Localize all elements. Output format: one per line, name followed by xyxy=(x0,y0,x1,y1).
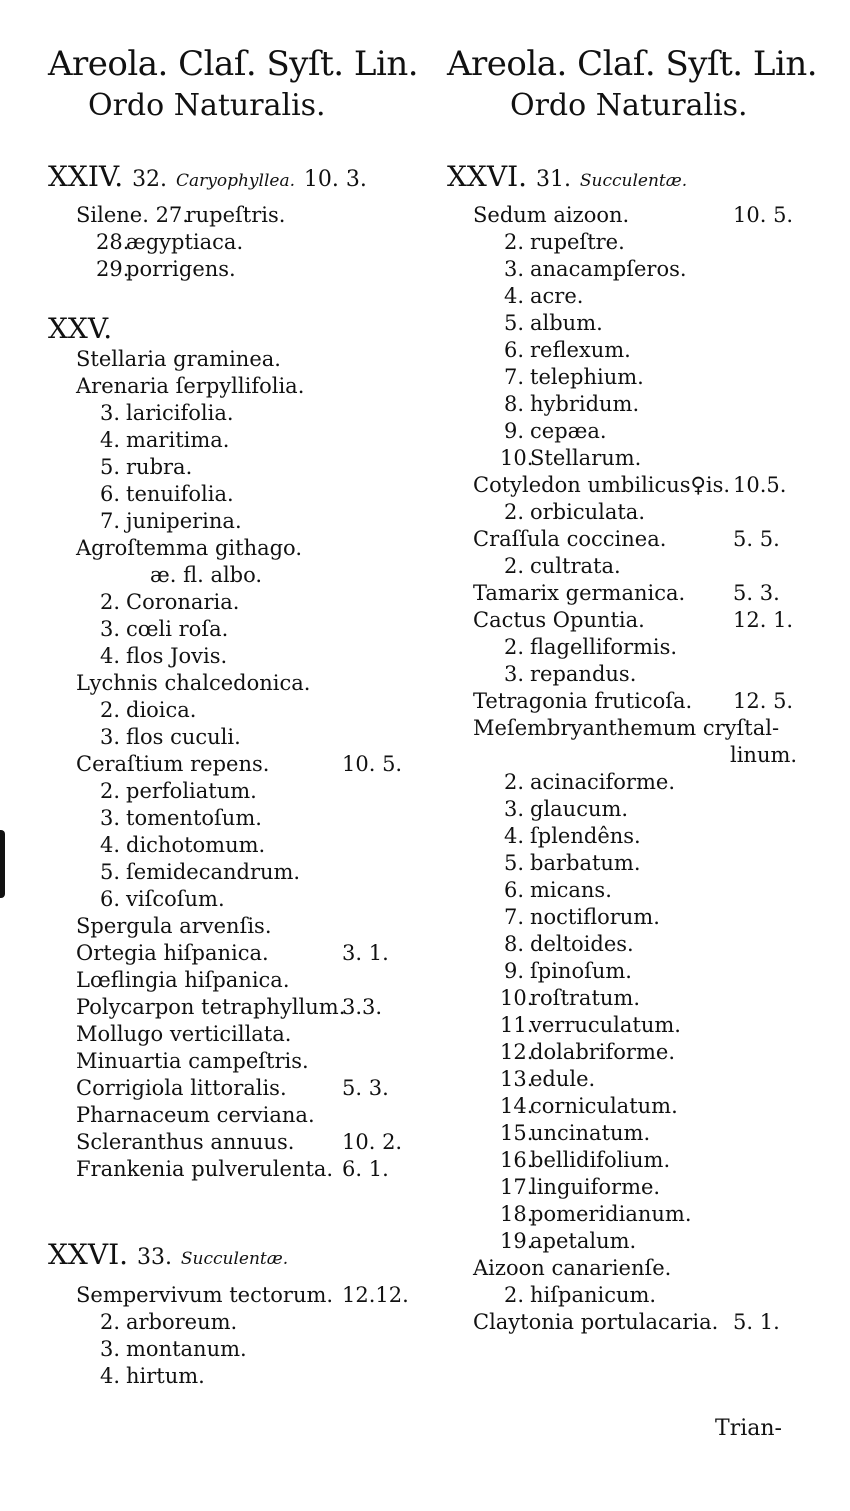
species-name: noctiflorum. xyxy=(530,905,660,929)
list-item xyxy=(76,1129,403,1156)
species-name: montanum. xyxy=(126,1337,247,1361)
species-name: repens. xyxy=(190,752,270,776)
species-number: 2. xyxy=(99,698,120,722)
species-number: 4. xyxy=(99,644,120,668)
species-name: canarienſe. xyxy=(551,1256,672,1280)
section-order-number: 31. xyxy=(535,167,571,192)
list-item xyxy=(500,364,644,391)
species-number: 3. xyxy=(503,797,524,821)
genus-name: Sempervivum xyxy=(76,1283,223,1307)
species-number: 5. xyxy=(503,851,524,875)
list-item xyxy=(500,499,645,526)
species-name: verticillata. xyxy=(169,1022,292,1046)
class-order-ref: 10.5. xyxy=(733,473,787,497)
list-item xyxy=(96,859,300,886)
species-number: 3. xyxy=(99,401,120,425)
list-item xyxy=(500,877,612,904)
species-number: 14. xyxy=(500,1094,534,1118)
species-number: 2. xyxy=(99,590,120,614)
class-order-ref: 5. 5. xyxy=(733,527,780,551)
list-item xyxy=(96,454,192,481)
species-number: 7. xyxy=(99,509,120,533)
species-number: 2. xyxy=(503,1283,524,1307)
species-number: 6. xyxy=(99,887,120,911)
species-number: 18. xyxy=(500,1202,534,1226)
species-name: perfoliatum. xyxy=(126,779,257,803)
species-name: deltoides. xyxy=(530,932,634,956)
list-item xyxy=(96,427,229,454)
species-name: littoralis. xyxy=(190,1076,287,1100)
list-item xyxy=(500,310,603,337)
genus-name: Arenaria xyxy=(76,374,169,398)
species-name: porrigens. xyxy=(126,257,236,281)
class-order-ref: 5. 3. xyxy=(342,1076,389,1100)
species-number: 3. xyxy=(99,725,120,749)
list-item xyxy=(76,1021,291,1048)
species-name: arvenſis. xyxy=(179,914,272,938)
species-name: hiſpanica. xyxy=(184,968,290,992)
species-name: bellidifolium. xyxy=(530,1148,671,1172)
genus-name: Aizoon xyxy=(473,1256,545,1280)
genus-name: Meſembryanthemum xyxy=(473,716,697,740)
species-number: 2. xyxy=(99,779,120,803)
genus-name: Mollugo xyxy=(76,1022,164,1046)
species-name: anacampſeros. xyxy=(530,257,687,281)
species-number: 5. xyxy=(99,455,120,479)
list-item xyxy=(500,418,607,445)
species-name: rubra. xyxy=(126,455,193,479)
list-item xyxy=(76,202,285,229)
species-name: arboreum. xyxy=(126,1310,238,1334)
species-number: 2. xyxy=(503,635,524,659)
section-roman-numeral: XXVI. xyxy=(447,160,528,193)
list-item xyxy=(96,229,243,256)
genus-name: Polycarpon xyxy=(76,995,195,1019)
species-number: 16. xyxy=(500,1148,534,1172)
list-item xyxy=(96,643,227,670)
list-item xyxy=(473,607,794,634)
list-item xyxy=(500,1039,675,1066)
species-number: 6. xyxy=(503,338,524,362)
genus-name: Cactus xyxy=(473,608,547,632)
species-name: flos cuculi. xyxy=(126,725,241,749)
species-name: ægyptiaca. xyxy=(126,230,244,254)
species-name: Coronaria. xyxy=(126,590,240,614)
species-name: ſplendêns. xyxy=(530,824,641,848)
list-item xyxy=(76,994,383,1021)
species-number: 4. xyxy=(99,1364,120,1388)
left-header-subtitle: Ordo Naturalis. xyxy=(88,88,326,123)
species-name: dichotomum. xyxy=(126,833,266,857)
list-item xyxy=(76,1156,389,1183)
species-name: rupeſtris. xyxy=(185,203,286,227)
list-item xyxy=(500,634,677,661)
list-item xyxy=(730,742,797,769)
species-name: hybridum. xyxy=(530,392,640,416)
species-number: 3. xyxy=(503,662,524,686)
genus-name: Cotyledon xyxy=(473,473,581,497)
species-name: fruticoſa. xyxy=(594,689,693,713)
species-number: 2. xyxy=(503,500,524,524)
species-name: juniperina. xyxy=(126,509,242,533)
class-order-ref: 10. 5. xyxy=(342,752,403,776)
species-number: 3. xyxy=(503,257,524,281)
list-item xyxy=(500,1147,670,1174)
species-name: tetraphyllum. xyxy=(201,995,346,1019)
list-item xyxy=(76,913,272,940)
genus-name: Craſſula xyxy=(473,527,560,551)
list-item xyxy=(500,1282,656,1309)
list-item xyxy=(76,1048,309,1075)
right-header-subtitle: Ordo Naturalis. xyxy=(510,88,748,123)
list-item xyxy=(76,1282,409,1309)
species-name: cultrata. xyxy=(530,554,621,578)
species-name: cryſtal- xyxy=(702,716,780,740)
species-number: 3. xyxy=(99,1337,120,1361)
list-item xyxy=(96,508,242,535)
species-name: portulacaria. xyxy=(580,1310,719,1334)
list-item xyxy=(76,1075,389,1102)
list-item xyxy=(96,589,239,616)
list-item xyxy=(96,724,241,751)
species-number: 2. xyxy=(503,230,524,254)
species-name: githago. xyxy=(214,536,303,560)
list-item xyxy=(500,256,687,283)
list-item xyxy=(500,796,628,823)
section-order-name: Succulentæ. xyxy=(180,1249,289,1269)
species-name: umbilicus♀is. xyxy=(587,473,731,497)
class-order-ref: 12.12. xyxy=(342,1283,409,1307)
species-name: uncinatum. xyxy=(530,1121,651,1145)
list-item xyxy=(500,553,621,580)
section-order-name: Caryophyllea. xyxy=(175,171,295,191)
list-item xyxy=(76,373,304,400)
species-name: ſerpyllifolia. xyxy=(175,374,305,398)
list-item xyxy=(76,967,290,994)
species-number: 15. xyxy=(500,1121,534,1145)
species-number: 17. xyxy=(500,1175,534,1199)
species-name: orbiculata. xyxy=(530,500,645,524)
section-heading xyxy=(48,160,367,193)
class-order-ref: 5. 3. xyxy=(733,581,780,605)
species-number: 7. xyxy=(503,905,524,929)
genus-name: Lychnis xyxy=(76,671,158,695)
list-item xyxy=(96,256,236,283)
species-name: cerviana. xyxy=(216,1103,315,1127)
genus-name: Tamarix xyxy=(473,581,559,605)
species-name: aizoon. xyxy=(553,203,630,227)
list-item xyxy=(96,886,225,913)
species-name: hiſpanica. xyxy=(163,941,269,965)
list-item xyxy=(96,616,228,643)
genus-name: Claytonia xyxy=(473,1310,575,1334)
species-number: 6. xyxy=(99,482,120,506)
species-name: viſcoſum. xyxy=(126,887,225,911)
species-name: corniculatum. xyxy=(530,1094,678,1118)
list-item xyxy=(473,688,794,715)
species-name: cepæa. xyxy=(530,419,607,443)
species-number: 4. xyxy=(503,284,524,308)
section-class-ref: 10. 3. xyxy=(303,167,367,192)
list-item xyxy=(473,1309,780,1336)
species-number: 10. xyxy=(500,446,534,470)
species-number: 7. xyxy=(503,365,524,389)
class-order-ref: 5. 1. xyxy=(733,1310,780,1334)
species-number: 4. xyxy=(99,428,120,452)
species-name: ſemidecandrum. xyxy=(126,860,301,884)
species-name: maritima. xyxy=(126,428,230,452)
list-item xyxy=(473,526,780,553)
section-heading xyxy=(48,312,112,345)
list-item xyxy=(500,1228,636,1255)
species-name: hirtum. xyxy=(126,1364,205,1388)
list-item xyxy=(500,1093,678,1120)
species-name: album. xyxy=(530,311,603,335)
species-name: linguiforme. xyxy=(530,1175,661,1199)
binding-edge-mark xyxy=(0,830,5,898)
class-order-ref: 12. 1. xyxy=(733,608,794,632)
section-roman-numeral: XXV. xyxy=(48,312,113,345)
class-order-ref: 10. 5. xyxy=(733,203,794,227)
list-item xyxy=(500,1066,595,1093)
list-item xyxy=(473,472,787,499)
species-name: Opuntia. xyxy=(552,608,645,632)
species-name: rupeſtre. xyxy=(530,230,625,254)
list-item xyxy=(96,805,262,832)
species-name: chalcedonica. xyxy=(164,671,311,695)
species-number: 3. xyxy=(99,806,120,830)
right-header-title: Areola. Claſ. Syſt. Lin. xyxy=(447,44,818,84)
species-number: 28. xyxy=(96,230,130,254)
list-item xyxy=(473,580,780,607)
genus-name: Spergula xyxy=(76,914,173,938)
list-item xyxy=(500,904,660,931)
list-item xyxy=(500,850,641,877)
species-number: 3. xyxy=(99,617,120,641)
species-number: 27. xyxy=(155,203,189,227)
genus-name: Stellaria xyxy=(76,347,167,371)
list-item xyxy=(500,1012,681,1039)
species-name: Stellarum. xyxy=(530,446,642,470)
species-name: acre. xyxy=(530,284,584,308)
species-name: roſtratum. xyxy=(530,986,641,1010)
genus-name: Tetragonia xyxy=(473,689,588,713)
species-number: 5. xyxy=(503,311,524,335)
species-name: reflexum. xyxy=(530,338,631,362)
species-number: 9. xyxy=(503,959,524,983)
species-name: tenuifolia. xyxy=(126,482,234,506)
list-item xyxy=(76,346,281,373)
list-item xyxy=(500,823,641,850)
species-number: 2. xyxy=(503,554,524,578)
left-header-title: Areola. Claſ. Syſt. Lin. xyxy=(48,44,419,84)
list-item xyxy=(500,769,675,796)
list-item xyxy=(96,778,257,805)
list-item xyxy=(500,958,632,985)
species-name: ſpinoſum. xyxy=(530,959,632,983)
list-item xyxy=(500,985,640,1012)
list-item xyxy=(76,535,302,562)
species-name: flagelliformis. xyxy=(530,635,678,659)
species-name: edule. xyxy=(530,1067,596,1091)
species-name: coccinea. xyxy=(566,527,667,551)
section-roman-numeral: XXVI. xyxy=(48,1238,129,1271)
list-item xyxy=(500,1174,660,1201)
species-number: 8. xyxy=(503,392,524,416)
species-name: hiſpanicum. xyxy=(530,1283,657,1307)
species-number: 2. xyxy=(503,770,524,794)
list-item xyxy=(473,202,794,229)
species-name: flos Jovis. xyxy=(126,644,228,668)
list-item xyxy=(473,1255,671,1282)
class-order-ref: 6. 1. xyxy=(342,1157,389,1181)
list-item xyxy=(76,1102,315,1129)
genus-name: Lœflingia xyxy=(76,968,178,992)
species-name: pulverulenta. xyxy=(191,1157,334,1181)
genus-name: Silene. xyxy=(76,203,149,227)
list-item xyxy=(96,832,265,859)
species-name: dioica. xyxy=(126,698,197,722)
list-item xyxy=(150,562,262,589)
list-item xyxy=(96,1363,205,1390)
species-name: germanica. xyxy=(565,581,686,605)
section-order-number: 32. xyxy=(132,167,168,192)
list-item xyxy=(473,715,779,742)
section-order-number: 33. xyxy=(136,1245,172,1270)
class-order-ref: 12. 5. xyxy=(733,689,794,713)
species-name: repandus. xyxy=(530,662,637,686)
species-name: laricifolia. xyxy=(126,401,234,425)
species-number: 9. xyxy=(503,419,524,443)
list-item xyxy=(500,931,634,958)
list-item xyxy=(96,1336,247,1363)
list-item xyxy=(500,1120,650,1147)
list-item xyxy=(500,661,636,688)
species-name: pomeridianum. xyxy=(530,1202,692,1226)
list-item xyxy=(96,400,234,427)
list-item xyxy=(500,391,639,418)
species-name: tomentoſum. xyxy=(126,806,262,830)
species-name: æ. fl. albo. xyxy=(150,563,263,587)
list-item xyxy=(96,481,234,508)
species-number: 11. xyxy=(500,1013,534,1037)
list-item xyxy=(96,1309,237,1336)
species-name: verruculatum. xyxy=(530,1013,681,1037)
species-name: campeſtris. xyxy=(188,1049,309,1073)
species-name: apetalum. xyxy=(530,1229,637,1253)
species-number: 12. xyxy=(500,1040,534,1064)
species-number: 13. xyxy=(500,1067,534,1091)
species-number: 5. xyxy=(99,860,120,884)
species-name: barbatum. xyxy=(530,851,641,875)
list-item xyxy=(500,337,631,364)
genus-name: Agroſtemma xyxy=(76,536,209,560)
list-item xyxy=(500,229,625,256)
species-number: 2. xyxy=(99,1310,120,1334)
species-number: 29. xyxy=(96,257,130,281)
class-order-ref: 3. 1. xyxy=(342,941,389,965)
list-item xyxy=(76,751,403,778)
species-name: micans. xyxy=(530,878,612,902)
section-order-name: Succulentæ. xyxy=(579,171,688,191)
species-name: acinaciforme. xyxy=(530,770,675,794)
species-number: 19. xyxy=(500,1229,534,1253)
species-name: graminea. xyxy=(173,347,281,371)
genus-name: Corrigiola xyxy=(76,1076,184,1100)
species-name: tectorum. xyxy=(229,1283,334,1307)
genus-name: Sedum xyxy=(473,203,547,227)
species-number: 4. xyxy=(99,833,120,857)
section-heading xyxy=(48,1238,288,1271)
catchword: Trian- xyxy=(715,1416,782,1441)
genus-name: Ceraſtium xyxy=(76,752,184,776)
species-number: 4. xyxy=(503,824,524,848)
list-item xyxy=(76,670,310,697)
species-number: 10. xyxy=(500,986,534,1010)
species-name: glaucum. xyxy=(530,797,629,821)
section-roman-numeral: XXIV. xyxy=(48,160,124,193)
genus-name: Pharnaceum xyxy=(76,1103,210,1127)
species-name: annuus. xyxy=(210,1130,295,1154)
species-number: 6. xyxy=(503,878,524,902)
list-item xyxy=(500,1201,692,1228)
genus-name: Scleranthus xyxy=(76,1130,204,1154)
species-name: linum. xyxy=(730,743,798,767)
list-item xyxy=(76,940,389,967)
species-number: 8. xyxy=(503,932,524,956)
genus-name: Ortegia xyxy=(76,941,157,965)
list-item xyxy=(500,445,641,472)
species-name: dolabriforme. xyxy=(530,1040,675,1064)
genus-name: Frankenia xyxy=(76,1157,185,1181)
class-order-ref: 10. 2. xyxy=(342,1130,403,1154)
list-item xyxy=(500,283,583,310)
list-item xyxy=(96,697,196,724)
species-name: telephium. xyxy=(530,365,644,389)
class-order-ref: 3.3. xyxy=(342,995,383,1019)
section-heading xyxy=(447,160,687,193)
genus-name: Minuartia xyxy=(76,1049,182,1073)
species-name: cœli roſa. xyxy=(126,617,229,641)
